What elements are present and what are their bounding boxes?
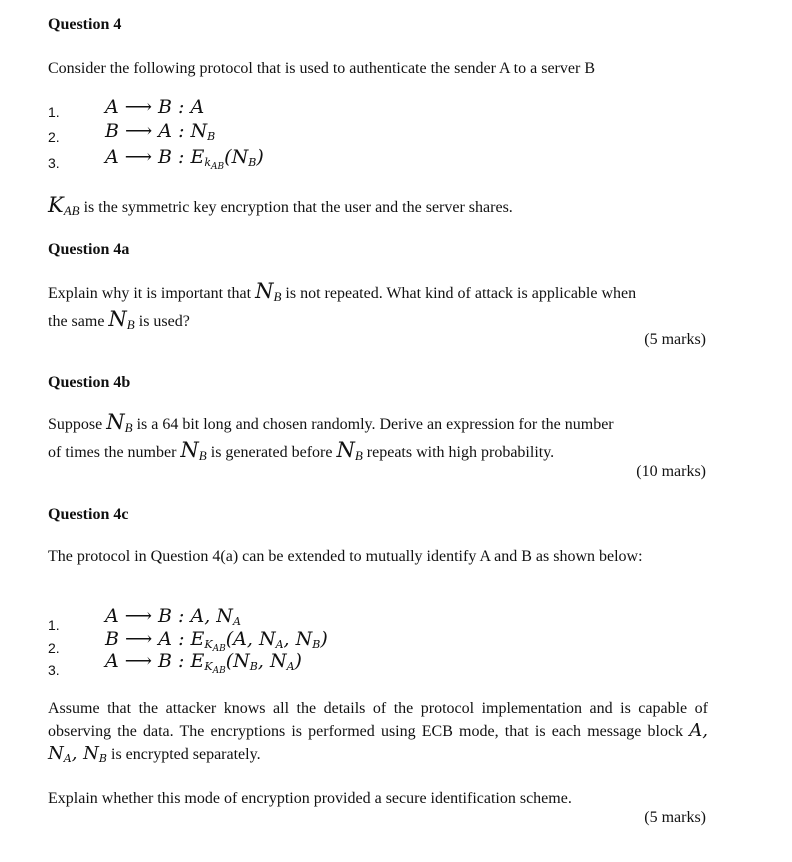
q4-step-3-number: 3. bbox=[48, 155, 60, 171]
q4c-step-2-number: 2. bbox=[48, 640, 60, 656]
key-text: is the symmetric key encryption that the user and the server shares. bbox=[83, 199, 513, 216]
q4b-text-part-1: Suppose bbox=[48, 416, 103, 433]
nb-symbol: N bbox=[180, 438, 199, 462]
q4b-text-part-5: repeats with high probability. bbox=[366, 444, 555, 461]
nb-symbol: N bbox=[106, 410, 125, 434]
q4b-text-part-2: is a 64 bit long and chosen randomly. Derive an expression for the number bbox=[136, 416, 614, 433]
q4c-step-3-formula: A ⟶ B : $E_{K_{AB}}(N_B$, $N_A$) bbox=[105, 650, 302, 676]
question-4c-assumption bbox=[48, 698, 708, 770]
key-symbol: K bbox=[48, 193, 64, 217]
key-description bbox=[48, 194, 513, 222]
question-4c-marks: (5 marks) bbox=[644, 809, 706, 826]
q4c-step-1-number: 1. bbox=[48, 617, 60, 633]
question-4c-heading: Question 4c bbox=[48, 506, 129, 523]
question-4a-marks: (5 marks) bbox=[644, 331, 706, 348]
nb-symbol: N bbox=[336, 438, 355, 462]
question-4b-text: Suppose $N_B$ is a 64 bit long and chosen randomly. Derive an expression for the number of times the number $N_B$ is generated before $N_B$ repeats with high probability. bbox=[48, 410, 614, 463]
nb-symbol: N bbox=[255, 279, 274, 303]
q4-step-1-formula: A ⟶ B : A bbox=[105, 96, 205, 118]
question-4a-heading: Question 4a bbox=[48, 241, 130, 258]
question-4-intro: Consider the following protocol that is used to authenticate the sender A to a server B bbox=[48, 60, 595, 77]
q4-step-1-number: 1. bbox=[48, 104, 60, 120]
message-block-symbols: A, $N_A$, $N_B$ bbox=[48, 720, 709, 765]
q4b-text-part-3: of times the number bbox=[48, 444, 177, 461]
nb-symbol: N bbox=[108, 307, 127, 331]
q4a-text-part-3: the same bbox=[48, 313, 105, 330]
question-4a-text: Explain why it is important that $N_B$ is not repeated. What kind of attack is applicable when the same $N_B$ is used? bbox=[48, 279, 637, 332]
key-subscript: AB bbox=[63, 203, 80, 218]
q4a-text-part-1: Explain why it is important that bbox=[48, 285, 252, 302]
q4c-assume-part-1: Assume that the attacker knows all the details of the protocol implementation and is capable of observing the data. The encryptions is performed using ECB mode, that is each message block bbox=[48, 700, 708, 740]
question-4c-question: Explain whether this mode of encryption provided a secure identification scheme. bbox=[48, 790, 572, 807]
q4-step-2-formula: B ⟶ A : $N_B$ bbox=[105, 120, 216, 143]
question-4c-intro: The protocol in Question 4(a) can be extended to mutually identify A and B as shown below: bbox=[48, 548, 643, 565]
q4c-step-3-number: 3. bbox=[48, 662, 60, 678]
q4a-text-part-2: is not repeated. What kind of attack is applicable when bbox=[285, 285, 637, 302]
question-4b-marks: (10 marks) bbox=[636, 463, 706, 480]
q4-step-2-number: 2. bbox=[48, 129, 60, 145]
q4b-text-part-4: is generated before bbox=[210, 444, 333, 461]
question-4b-heading: Question 4b bbox=[48, 374, 131, 391]
q4c-step-1-formula: A ⟶ B : A, $N_A$ bbox=[105, 605, 241, 628]
question-4-heading: Question 4 bbox=[48, 16, 122, 33]
q4-step-3-formula: A ⟶ B : $E_{k_{AB}}(N_B)$ bbox=[105, 146, 264, 172]
q4c-assume-part-2: is encrypted separately. bbox=[111, 746, 261, 763]
q4c-step-2-formula: B ⟶ A : $E_{K_{AB}}(A$, $N_A$, $N_B$) bbox=[105, 628, 328, 654]
q4a-text-part-4: is used? bbox=[138, 313, 190, 330]
